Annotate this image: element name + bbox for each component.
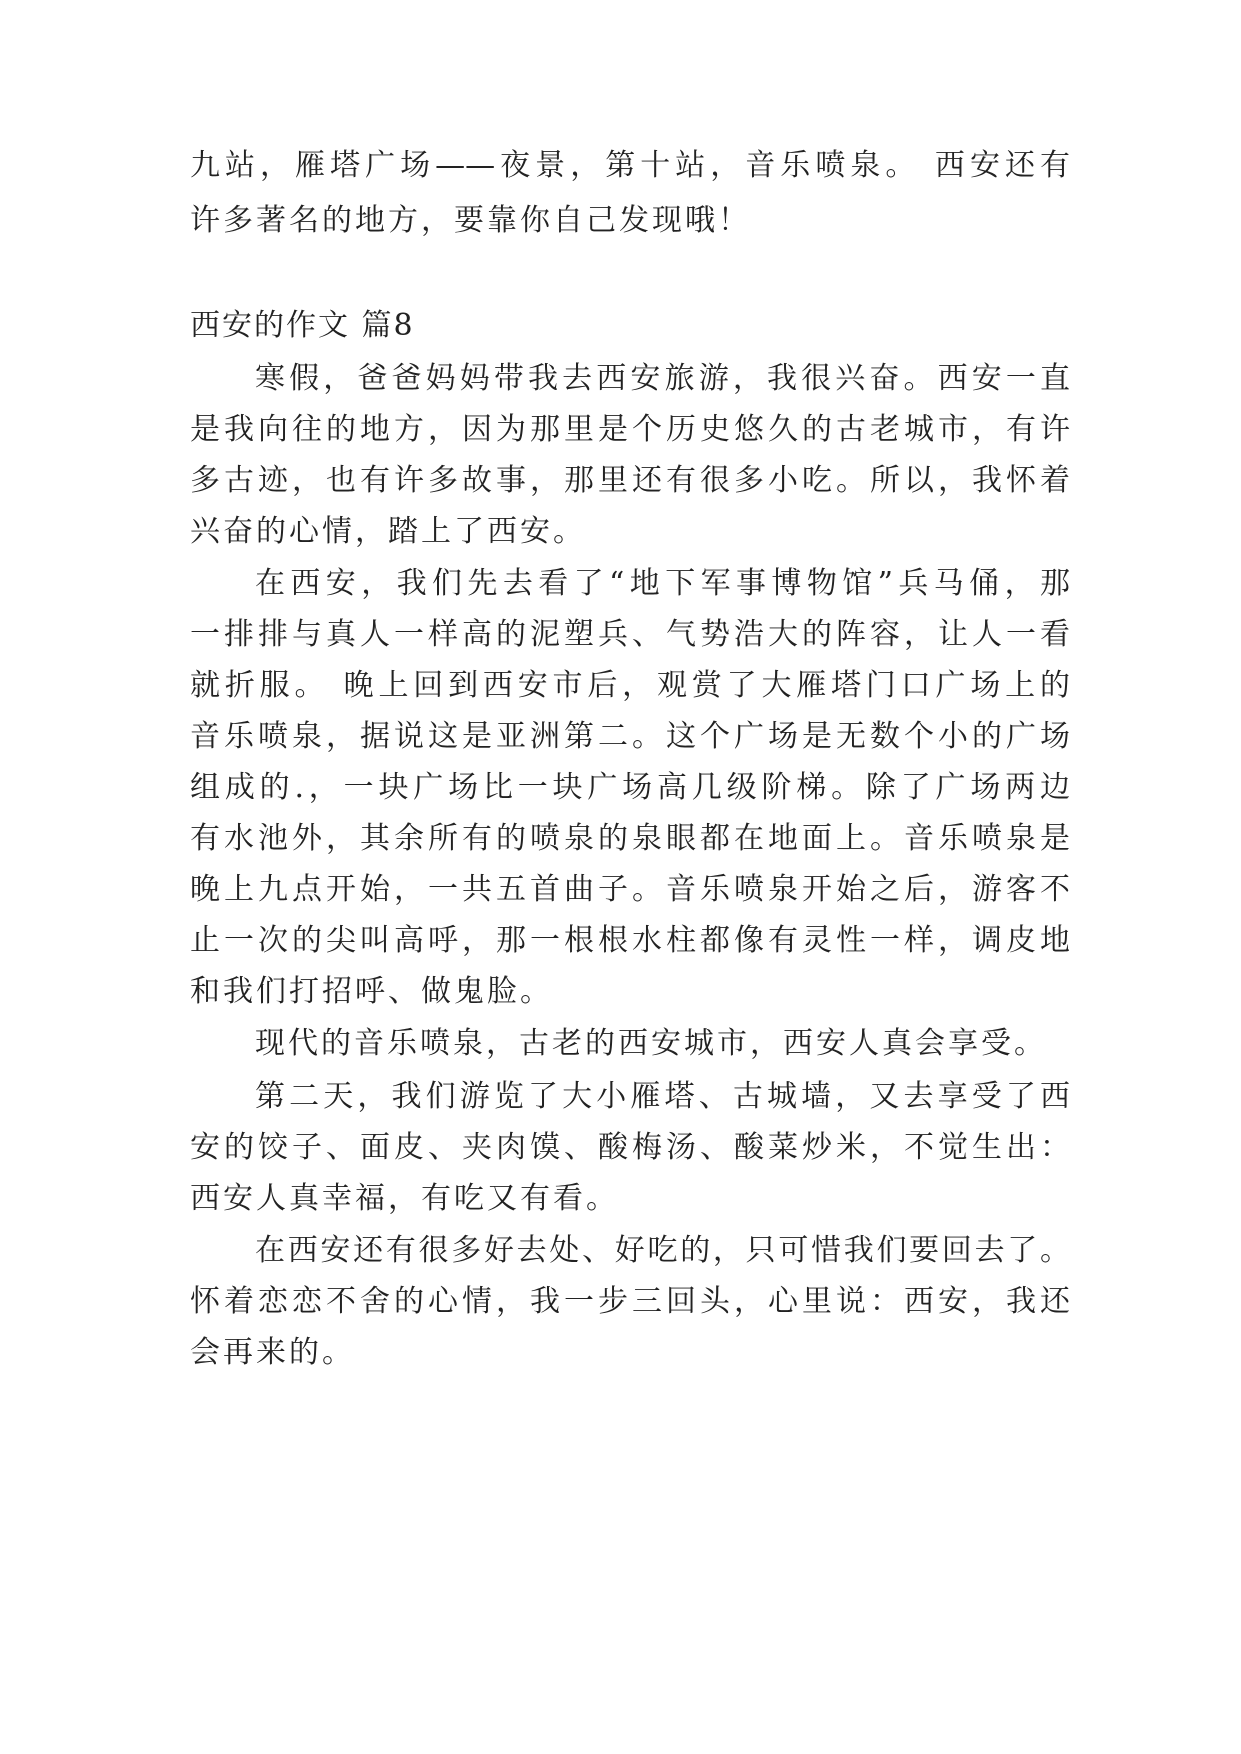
paragraph-1-line-2: 是我向往的地方，因为那里是个历史悠久的古老城市，有许 [190,412,1070,447]
paragraph-2-line-9: 和我们打招呼、做鬼脸。 [190,974,553,1009]
section-heading: 西安的作文 篇8 [190,308,415,343]
paragraph-2-line-2: 一排排与真人一样高的泥塑兵、气势浩大的阵容，让人一看 [190,617,1070,652]
paragraph-2-line-3: 就折服。 晚上回到西安市后，观赏了大雁塔门口广场上的 [190,668,1070,703]
continuation-line-1: 九站，雁塔广场——夜景，第十站，音乐喷泉。 西安还有 [190,148,1070,183]
paragraph-5-line-3: 会再来的。 [190,1335,355,1370]
paragraph-1-line-1: 寒假，爸爸妈妈带我去西安旅游，我很兴奋。西安一直 [255,361,1070,396]
paragraph-2-line-1: 在西安，我们先去看了“地下军事博物馆”兵马俑，那 [255,566,1070,601]
paragraph-4-line-1: 第二天，我们游览了大小雁塔、古城墙，又去享受了西 [255,1079,1070,1114]
continuation-line-2: 许多著名的地方，要靠你自己发现哦！ [190,203,751,238]
paragraph-1-line-3: 多古迹，也有许多故事，那里还有很多小吃。所以，我怀着 [190,463,1070,498]
paragraph-5-line-1: 在西安还有很多好去处、好吃的，只可惜我们要回去了。 [255,1233,1070,1268]
paragraph-3-line-1: 现代的音乐喷泉，古老的西安城市，西安人真会享受。 [255,1026,1047,1061]
paragraph-2-line-7: 晚上九点开始，一共五首曲子。音乐喷泉开始之后，游客不 [190,872,1070,907]
paragraph-5-line-2: 怀着恋恋不舍的心情，我一步三回头，心里说：西安，我还 [190,1284,1070,1319]
paragraph-2-line-8: 止一次的尖叫高呼，那一根根水柱都像有灵性一样，调皮地 [190,923,1070,958]
paragraph-2-line-6: 有水池外，其余所有的喷泉的泉眼都在地面上。音乐喷泉是 [190,821,1070,856]
paragraph-4-line-2: 安的饺子、面皮、夹肉馍、酸梅汤、酸菜炒米，不觉生出： [190,1130,1070,1165]
paragraph-4-line-3: 西安人真幸福，有吃又有看。 [190,1181,619,1216]
paragraph-1-line-4: 兴奋的心情，踏上了西安。 [190,514,586,549]
paragraph-2-line-5: 组成的.，一块广场比一块广场高几级阶梯。除了广场两边 [190,770,1070,805]
paragraph-2-line-4: 音乐喷泉，据说这是亚洲第二。这个广场是无数个小的广场 [190,719,1070,754]
